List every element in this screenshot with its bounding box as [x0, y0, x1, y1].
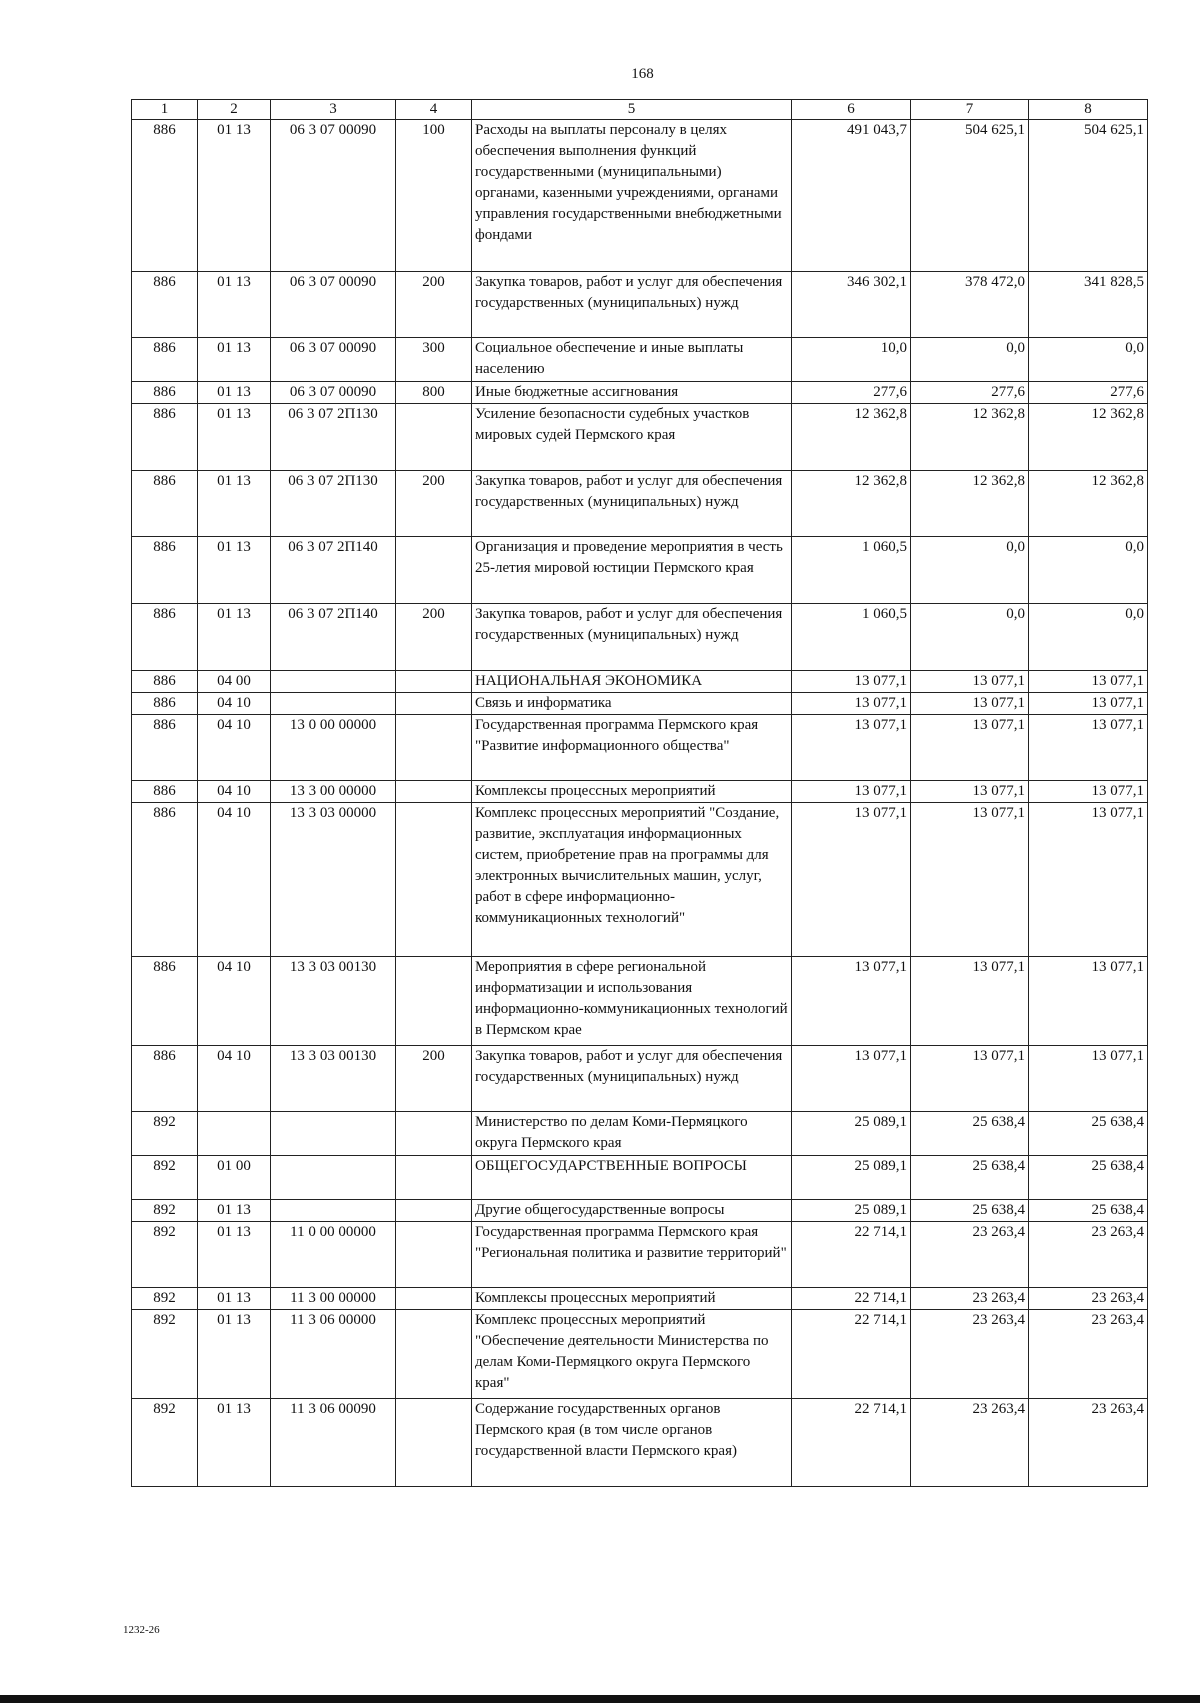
table-row	[132, 1046, 1148, 1112]
amount-2026-cell: 13 077,1	[1029, 781, 1148, 803]
expense-type-cell	[396, 537, 472, 604]
description-cell: Усиление безопасности судебных участков мировых судей Пермского края	[472, 404, 792, 471]
amount-2026-cell: 12 362,8	[1029, 471, 1148, 537]
target-code-cell: 06 3 07 00090	[271, 120, 396, 272]
target-code-cell	[271, 1156, 396, 1200]
admin-code-cell: 886	[132, 781, 198, 803]
description-cell: Государственная программа Пермского края "Региональная политика и развитие территорий"	[472, 1222, 792, 1288]
expense-type-cell	[396, 803, 472, 957]
section-code-cell: 01 13	[198, 404, 271, 471]
admin-code-cell: 892	[132, 1399, 198, 1487]
table-row	[132, 1222, 1148, 1288]
amount-2026-cell: 13 077,1	[1029, 671, 1148, 693]
admin-code-cell: 892	[132, 1288, 198, 1310]
amount-2024-cell: 13 077,1	[792, 957, 911, 1046]
column-header-2: 2	[198, 100, 271, 120]
section-code-cell: 01 00	[198, 1156, 271, 1200]
section-code-cell: 01 13	[198, 1288, 271, 1310]
amount-2026-cell: 25 638,4	[1029, 1112, 1148, 1156]
amount-2024-cell: 25 089,1	[792, 1112, 911, 1156]
amount-2025-cell: 277,6	[911, 382, 1029, 404]
section-code-cell: 01 13	[198, 272, 271, 338]
table-row	[132, 338, 1148, 382]
page-number: 168	[631, 66, 654, 82]
amount-2026-cell: 0,0	[1029, 604, 1148, 671]
amount-2026-cell: 23 263,4	[1029, 1222, 1148, 1288]
amount-2024-cell: 13 077,1	[792, 781, 911, 803]
document-code: 1232-26	[123, 1624, 160, 1636]
amount-2026-cell: 13 077,1	[1029, 803, 1148, 957]
table-row	[132, 957, 1148, 1046]
target-code-cell: 06 3 07 2П130	[271, 471, 396, 537]
description-cell: Закупка товаров, работ и услуг для обеспечения государственных (муниципальных) нужд	[472, 272, 792, 338]
amount-2025-cell: 504 625,1	[911, 120, 1029, 272]
description-cell: Министерство по делам Коми-Пермяцкого округа Пермского края	[472, 1112, 792, 1156]
amount-2025-cell: 12 362,8	[911, 404, 1029, 471]
table-row	[132, 693, 1148, 715]
expense-type-cell: 800	[396, 382, 472, 404]
amount-2025-cell: 25 638,4	[911, 1200, 1029, 1222]
table-row	[132, 781, 1148, 803]
amount-2024-cell: 12 362,8	[792, 471, 911, 537]
amount-2024-cell: 13 077,1	[792, 671, 911, 693]
table-row	[132, 120, 1148, 272]
admin-code-cell: 886	[132, 1046, 198, 1112]
table-row	[132, 272, 1148, 338]
section-code-cell: 04 00	[198, 671, 271, 693]
admin-code-cell: 892	[132, 1156, 198, 1200]
expense-type-cell: 200	[396, 272, 472, 338]
section-code-cell	[198, 1112, 271, 1156]
admin-code-cell: 886	[132, 338, 198, 382]
target-code-cell: 06 3 07 2П140	[271, 604, 396, 671]
amount-2025-cell: 13 077,1	[911, 1046, 1029, 1112]
target-code-cell: 13 3 03 00000	[271, 803, 396, 957]
admin-code-cell: 886	[132, 957, 198, 1046]
expense-type-cell: 200	[396, 1046, 472, 1112]
expense-type-cell	[396, 1310, 472, 1399]
table-row	[132, 471, 1148, 537]
section-code-cell: 01 13	[198, 382, 271, 404]
amount-2024-cell: 25 089,1	[792, 1156, 911, 1200]
description-cell: Социальное обеспечение и иные выплаты населению	[472, 338, 792, 382]
description-cell: Связь и информатика	[472, 693, 792, 715]
target-code-cell: 13 0 00 00000	[271, 715, 396, 781]
expense-type-cell	[396, 671, 472, 693]
target-code-cell: 06 3 07 00090	[271, 382, 396, 404]
amount-2025-cell: 0,0	[911, 537, 1029, 604]
section-code-cell: 01 13	[198, 1310, 271, 1399]
admin-code-cell: 886	[132, 382, 198, 404]
target-code-cell: 06 3 07 00090	[271, 272, 396, 338]
amount-2024-cell: 22 714,1	[792, 1399, 911, 1487]
description-cell: Комплекс процессных мероприятий "Обеспечение деятельности Министерства по делам Коми-Пермяцкого округа Пермского края"	[472, 1310, 792, 1399]
section-code-cell: 04 10	[198, 715, 271, 781]
target-code-cell: 11 3 06 00000	[271, 1310, 396, 1399]
amount-2026-cell: 0,0	[1029, 338, 1148, 382]
amount-2026-cell: 25 638,4	[1029, 1156, 1148, 1200]
amount-2026-cell: 13 077,1	[1029, 693, 1148, 715]
amount-2024-cell: 22 714,1	[792, 1310, 911, 1399]
expense-type-cell	[396, 404, 472, 471]
target-code-cell: 13 3 00 00000	[271, 781, 396, 803]
admin-code-cell: 886	[132, 715, 198, 781]
amount-2024-cell: 277,6	[792, 382, 911, 404]
table-row	[132, 1288, 1148, 1310]
amount-2026-cell: 277,6	[1029, 382, 1148, 404]
amount-2024-cell: 13 077,1	[792, 1046, 911, 1112]
amount-2026-cell: 504 625,1	[1029, 120, 1148, 272]
admin-code-cell: 886	[132, 604, 198, 671]
expense-type-cell	[396, 781, 472, 803]
admin-code-cell: 892	[132, 1200, 198, 1222]
amount-2024-cell: 25 089,1	[792, 1200, 911, 1222]
amount-2025-cell: 23 263,4	[911, 1288, 1029, 1310]
expense-type-cell	[396, 693, 472, 715]
amount-2024-cell: 491 043,7	[792, 120, 911, 272]
amount-2025-cell: 13 077,1	[911, 781, 1029, 803]
amount-2024-cell: 13 077,1	[792, 715, 911, 781]
expense-type-cell	[396, 1200, 472, 1222]
admin-code-cell: 886	[132, 272, 198, 338]
description-cell: Другие общегосударственные вопросы	[472, 1200, 792, 1222]
description-cell: Государственная программа Пермского края "Развитие информационного общества"	[472, 715, 792, 781]
column-header-5: 5	[472, 100, 792, 120]
expense-type-cell	[396, 715, 472, 781]
table-row	[132, 671, 1148, 693]
column-header-6: 6	[792, 100, 911, 120]
section-code-cell: 01 13	[198, 120, 271, 272]
target-code-cell: 06 3 07 2П130	[271, 404, 396, 471]
admin-code-cell: 892	[132, 1222, 198, 1288]
description-cell: НАЦИОНАЛЬНАЯ ЭКОНОМИКА	[472, 671, 792, 693]
amount-2025-cell: 23 263,4	[911, 1399, 1029, 1487]
table-row	[132, 1200, 1148, 1222]
section-code-cell: 01 13	[198, 1399, 271, 1487]
amount-2025-cell: 13 077,1	[911, 671, 1029, 693]
description-cell: Закупка товаров, работ и услуг для обеспечения государственных (муниципальных) нужд	[472, 1046, 792, 1112]
target-code-cell	[271, 1112, 396, 1156]
section-code-cell: 01 13	[198, 1200, 271, 1222]
amount-2026-cell: 0,0	[1029, 537, 1148, 604]
target-code-cell: 11 3 06 00090	[271, 1399, 396, 1487]
description-cell: ОБЩЕГОСУДАРСТВЕННЫЕ ВОПРОСЫ	[472, 1156, 792, 1200]
expense-type-cell: 300	[396, 338, 472, 382]
admin-code-cell: 886	[132, 803, 198, 957]
target-code-cell: 13 3 03 00130	[271, 1046, 396, 1112]
amount-2025-cell: 23 263,4	[911, 1222, 1029, 1288]
section-code-cell: 04 10	[198, 1046, 271, 1112]
amount-2024-cell: 1 060,5	[792, 604, 911, 671]
budget-table	[131, 99, 1148, 1487]
amount-2024-cell: 22 714,1	[792, 1288, 911, 1310]
target-code-cell: 11 3 00 00000	[271, 1288, 396, 1310]
amount-2026-cell: 25 638,4	[1029, 1200, 1148, 1222]
description-cell: Содержание государственных органов Пермского края (в том числе органов государственной власти Пермского края)	[472, 1399, 792, 1487]
table-row	[132, 1310, 1148, 1399]
column-header-7: 7	[911, 100, 1029, 120]
target-code-cell: 06 3 07 00090	[271, 338, 396, 382]
table-row	[132, 537, 1148, 604]
description-cell: Комплексы процессных мероприятий	[472, 781, 792, 803]
amount-2025-cell: 13 077,1	[911, 803, 1029, 957]
amount-2025-cell: 13 077,1	[911, 957, 1029, 1046]
column-header-1: 1	[132, 100, 198, 120]
table-row	[132, 604, 1148, 671]
amount-2024-cell: 346 302,1	[792, 272, 911, 338]
column-header-3: 3	[271, 100, 396, 120]
expense-type-cell: 100	[396, 120, 472, 272]
section-code-cell: 04 10	[198, 803, 271, 957]
expense-type-cell	[396, 1222, 472, 1288]
admin-code-cell: 886	[132, 120, 198, 272]
amount-2026-cell: 23 263,4	[1029, 1310, 1148, 1399]
target-code-cell	[271, 693, 396, 715]
amount-2026-cell: 12 362,8	[1029, 404, 1148, 471]
amount-2025-cell: 13 077,1	[911, 693, 1029, 715]
table-row	[132, 1112, 1148, 1156]
description-cell: Организация и проведение мероприятия в честь 25-летия мировой юстиции Пермского края	[472, 537, 792, 604]
table-row	[132, 803, 1148, 957]
section-code-cell: 01 13	[198, 537, 271, 604]
amount-2025-cell: 25 638,4	[911, 1112, 1029, 1156]
amount-2026-cell: 13 077,1	[1029, 1046, 1148, 1112]
section-code-cell: 04 10	[198, 693, 271, 715]
amount-2025-cell: 0,0	[911, 338, 1029, 382]
section-code-cell: 04 10	[198, 957, 271, 1046]
admin-code-cell: 886	[132, 693, 198, 715]
table-row	[132, 715, 1148, 781]
target-code-cell: 06 3 07 2П140	[271, 537, 396, 604]
amount-2024-cell: 22 714,1	[792, 1222, 911, 1288]
target-code-cell: 13 3 03 00130	[271, 957, 396, 1046]
amount-2026-cell: 341 828,5	[1029, 272, 1148, 338]
target-code-cell	[271, 671, 396, 693]
table-body	[132, 120, 1148, 1487]
amount-2024-cell: 12 362,8	[792, 404, 911, 471]
target-code-cell	[271, 1200, 396, 1222]
amount-2026-cell: 23 263,4	[1029, 1399, 1148, 1487]
amount-2025-cell: 23 263,4	[911, 1310, 1029, 1399]
table-row	[132, 1156, 1148, 1200]
admin-code-cell: 886	[132, 404, 198, 471]
section-code-cell: 01 13	[198, 1222, 271, 1288]
description-cell: Закупка товаров, работ и услуг для обеспечения государственных (муниципальных) нужд	[472, 604, 792, 671]
admin-code-cell: 886	[132, 471, 198, 537]
expense-type-cell	[396, 1399, 472, 1487]
description-cell: Закупка товаров, работ и услуг для обеспечения государственных (муниципальных) нужд	[472, 471, 792, 537]
table-row	[132, 382, 1148, 404]
amount-2025-cell: 0,0	[911, 604, 1029, 671]
description-cell: Комплексы процессных мероприятий	[472, 1288, 792, 1310]
amount-2025-cell: 13 077,1	[911, 715, 1029, 781]
expense-type-cell	[396, 957, 472, 1046]
scan-edge	[0, 1695, 1200, 1703]
table-row	[132, 404, 1148, 471]
section-code-cell: 01 13	[198, 471, 271, 537]
description-cell: Мероприятия в сфере региональной информатизации и использования информационно-коммуникационных технологий в Пермском крае	[472, 957, 792, 1046]
amount-2025-cell: 12 362,8	[911, 471, 1029, 537]
expense-type-cell	[396, 1288, 472, 1310]
amount-2025-cell: 25 638,4	[911, 1156, 1029, 1200]
description-cell: Расходы на выплаты персоналу в целях обеспечения выполнения функций государственными (муниципальными) органами, казенными учреждениями, органами управления государственными внебюджетными фондами	[472, 120, 792, 272]
description-cell: Комплекс процессных мероприятий "Создание, развитие, эксплуатация информационных систем, приобретение прав на программы для электронных вычислительных машин, услуг, работ в сфере информационно-коммуникационных технологий"	[472, 803, 792, 957]
amount-2024-cell: 10,0	[792, 338, 911, 382]
amount-2025-cell: 378 472,0	[911, 272, 1029, 338]
admin-code-cell: 886	[132, 537, 198, 604]
amount-2026-cell: 23 263,4	[1029, 1288, 1148, 1310]
expense-type-cell: 200	[396, 471, 472, 537]
admin-code-cell: 892	[132, 1112, 198, 1156]
target-code-cell: 11 0 00 00000	[271, 1222, 396, 1288]
expense-type-cell	[396, 1156, 472, 1200]
amount-2026-cell: 13 077,1	[1029, 957, 1148, 1046]
amount-2026-cell: 13 077,1	[1029, 715, 1148, 781]
column-header-4: 4	[396, 100, 472, 120]
expense-type-cell: 200	[396, 604, 472, 671]
admin-code-cell: 892	[132, 1310, 198, 1399]
table-row	[132, 1399, 1148, 1487]
amount-2024-cell: 13 077,1	[792, 693, 911, 715]
table-header	[132, 100, 1148, 120]
admin-code-cell: 886	[132, 671, 198, 693]
column-header-8: 8	[1029, 100, 1148, 120]
description-cell: Иные бюджетные ассигнования	[472, 382, 792, 404]
amount-2024-cell: 1 060,5	[792, 537, 911, 604]
amount-2024-cell: 13 077,1	[792, 803, 911, 957]
expense-type-cell	[396, 1112, 472, 1156]
section-code-cell: 04 10	[198, 781, 271, 803]
section-code-cell: 01 13	[198, 604, 271, 671]
section-code-cell: 01 13	[198, 338, 271, 382]
